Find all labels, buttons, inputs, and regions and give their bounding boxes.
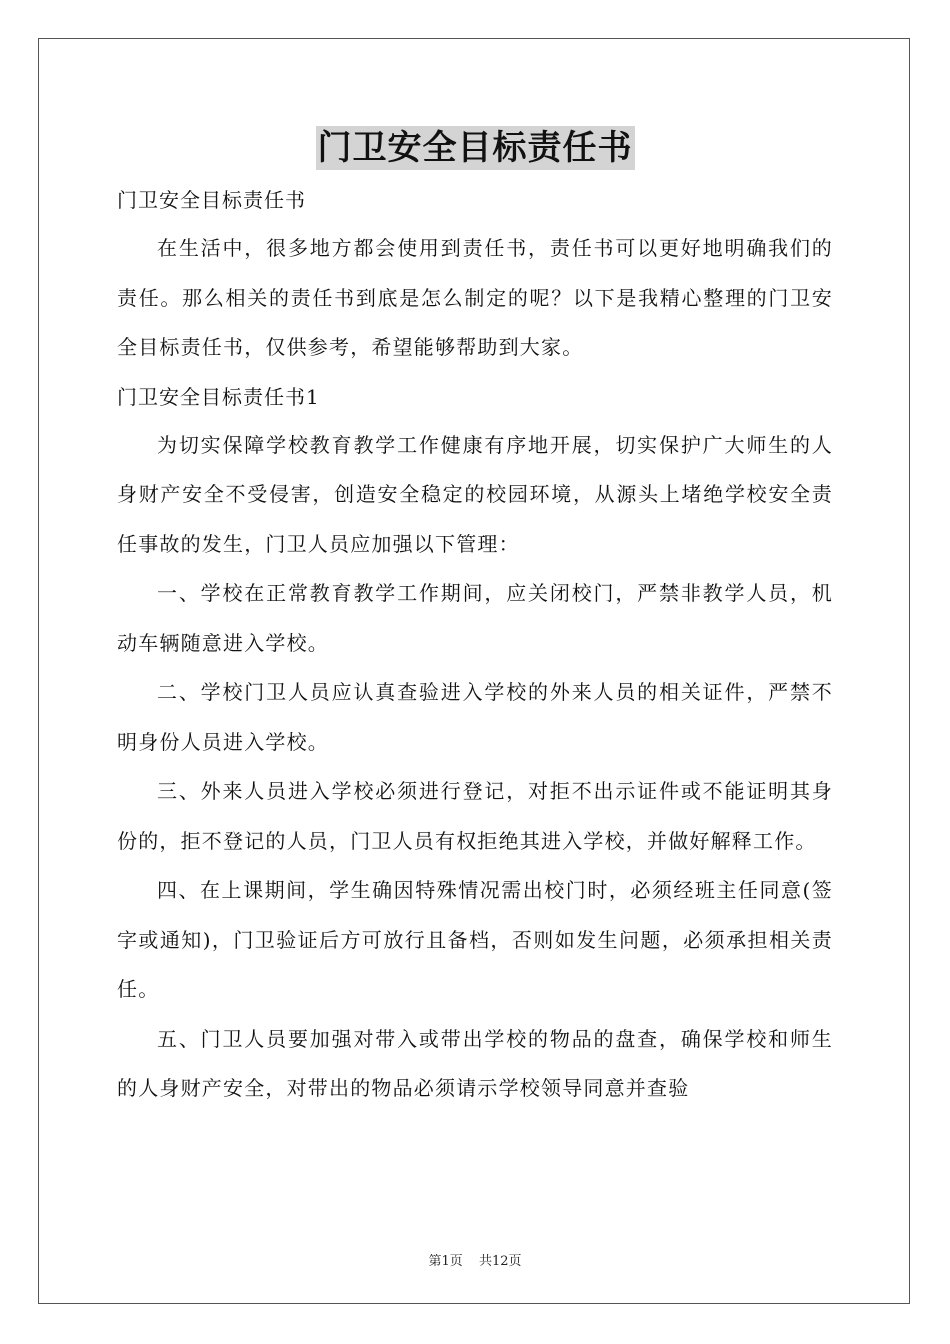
body-paragraph: 四、在上课期间，学生确因特殊情况需出校门时，必须经班主任同意(签字或通知)，门卫验证后方可放行且备档，否则如发生问题，必须承担相关责任。 bbox=[117, 878, 833, 1001]
title-wrap bbox=[0, 126, 950, 170]
body-paragraph: 五、门卫人员要加强对带入或带出学校的物品的盘查，确保学校和师生的人身财产安全，对带出的物品必须请示学校领导同意并查验 bbox=[117, 1026, 833, 1100]
page-number: 第1页 bbox=[428, 1254, 463, 1269]
body-paragraph: 一、学校在正常教育教学工作期间，应关闭校门，严禁非教学人员，机动车辆随意进入学校。 bbox=[117, 581, 833, 655]
document-body bbox=[117, 176, 833, 1114]
page-total: 共12页 bbox=[478, 1254, 522, 1269]
body-paragraph: 为切实保障学校教育教学工作健康有序地开展，切实保护广大师生的人身财产安全不受侵害，创造安全稳定的校园环境，从源头上堵绝学校安全责任事故的发生，门卫人员应加强以下管理： bbox=[117, 432, 833, 556]
document-subtitle: 门卫安全目标责任书 bbox=[117, 188, 306, 212]
body-paragraph: 三、外来人员进入学校必须进行登记，对拒不出示证件或不能证明其身份的，拒不登记的人员，门卫人员有权拒绝其进入学校，并做好解释工作。 bbox=[117, 779, 833, 853]
intro-paragraph: 在生活中，很多地方都会使用到责任书，责任书可以更好地明确我们的责任。那么相关的责任书到底是怎么制定的呢？以下是我精心整理的门卫安全目标责任书，仅供参考，希望能够帮助到大家。 bbox=[117, 236, 833, 359]
page-footer bbox=[0, 1250, 950, 1269]
body-paragraph: 二、学校门卫人员应认真查验进入学校的外来人员的相关证件，严禁不明身份人员进入学校。 bbox=[117, 680, 833, 754]
section-heading: 门卫安全目标责任书1 bbox=[117, 384, 320, 409]
document-title: 门卫安全目标责任书 bbox=[317, 128, 633, 168]
